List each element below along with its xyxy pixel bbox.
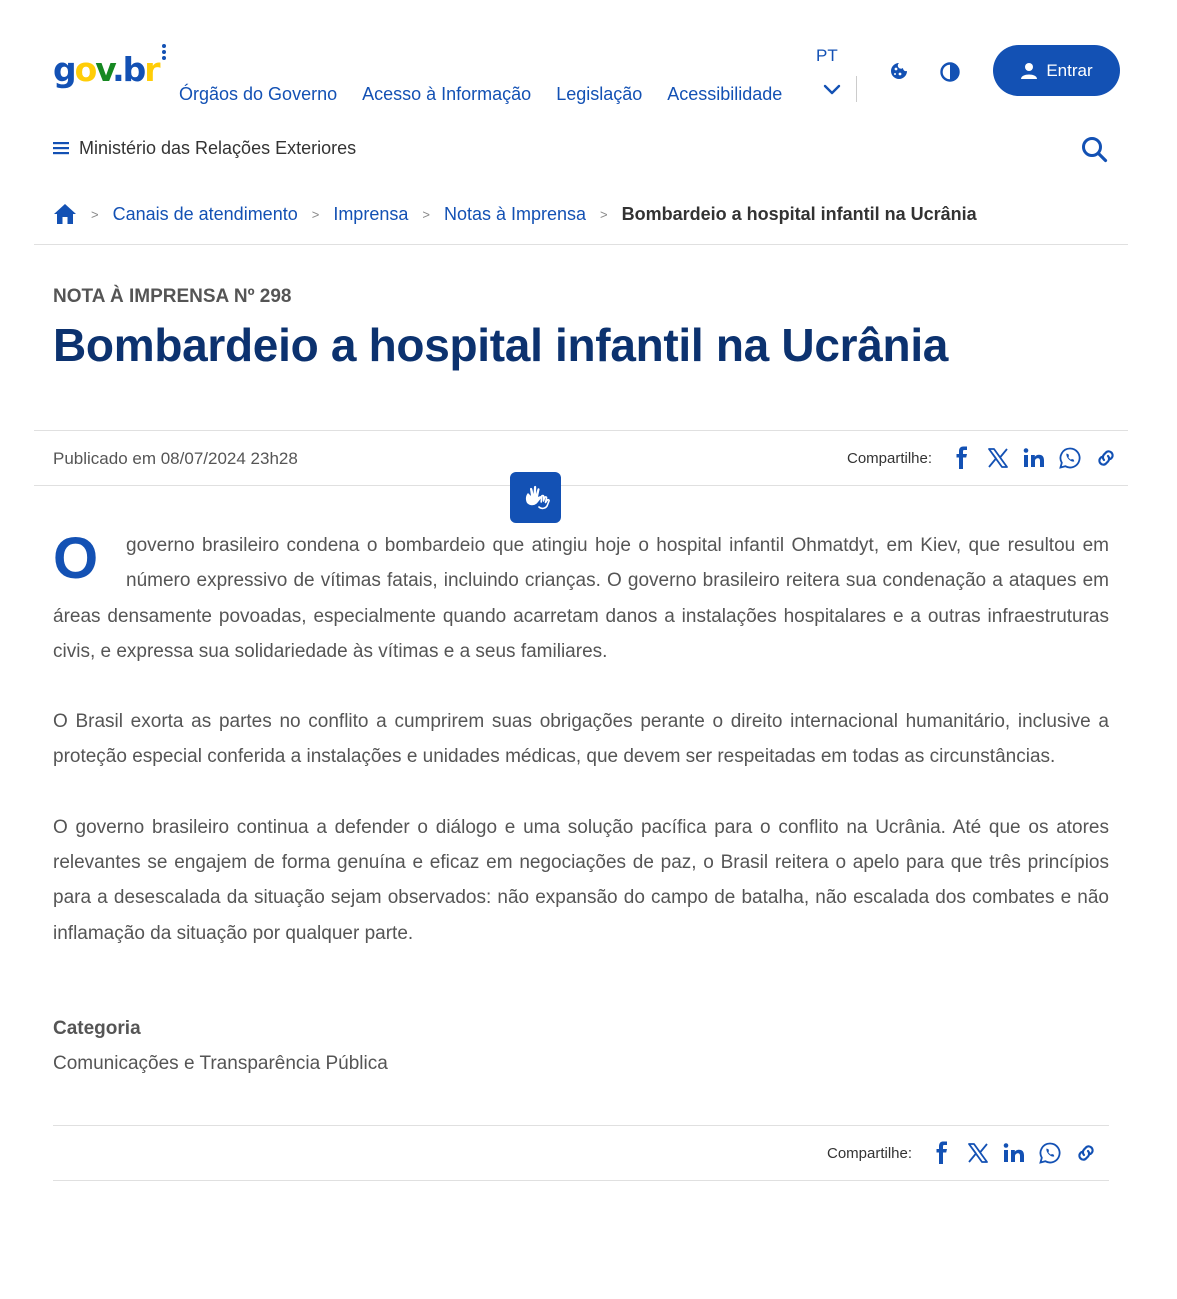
hamburger-menu-icon[interactable] [53,140,69,156]
article-paragraph [53,528,1109,669]
language-label[interactable]: PT [816,46,838,65]
published-date: Publicado em 08/07/2024 23h28 [53,449,298,468]
whatsapp-icon[interactable] [1038,1141,1062,1165]
nav-link-acessibilidade[interactable]: Acessibilidade [667,84,783,104]
article-paragraph: O Brasil exorta as partes no conflito a cumprirem suas obrigações perante o direito internacional humanitário, inclusive a proteção especial conferida a instalações e unidades médicas, que devem ser respeitadas em todas as circunstâncias. [53,711,1109,768]
home-icon[interactable] [53,203,77,225]
breadcrumb-separator: > [600,206,608,222]
ministry-title[interactable]: Ministério das Relações Exteriores [79,138,357,158]
linkedin-icon[interactable] [1002,1141,1026,1165]
breadcrumb-separator: > [311,206,320,222]
more-options-icon[interactable] [160,44,168,64]
user-icon [1020,62,1038,80]
divider [34,244,1128,245]
nav-link-legislacao[interactable]: Legislação [556,84,643,104]
page-title: Bombardeio a hospital infantil na Ucrânia [53,319,949,371]
breadcrumb-separator: > [422,206,430,222]
search-icon[interactable] [1080,135,1108,163]
share-label: Compartilhe: [827,1144,913,1162]
divider [34,485,1128,486]
category-value[interactable]: Comunicações e Transparência Pública [53,1053,388,1074]
divider [856,76,857,102]
breadcrumb-separator: > [91,206,99,222]
hands-sign-language-icon [519,481,553,515]
login-button[interactable] [993,45,1120,96]
divider [34,430,1128,431]
breadcrumb [53,203,977,225]
nav-link-acesso-informacao[interactable]: Acesso à Informação [362,84,532,104]
whatsapp-icon[interactable] [1058,446,1082,470]
cookie-icon[interactable] [889,61,909,81]
divider [53,1125,1109,1126]
divider [53,1180,1109,1181]
category-label: Categoria [53,1018,141,1039]
nav-link-orgaos[interactable]: Órgãos do Governo [179,84,338,104]
facebook-icon[interactable] [930,1141,954,1165]
x-twitter-icon[interactable] [986,446,1010,470]
top-nav [179,82,782,106]
copy-link-icon[interactable] [1094,446,1118,470]
paragraph-text: governo brasileiro condena o bombardeio que atingiu hoje o hospital infantil Ohmatdyt, em Kiev, que resultou em número expressivo de vítimas fatais, incluindo crianças. O governo brasileiro reitera sua condenação a ataques em áreas densamente povoadas, especialmente quando acarretam danos a instalações hospitalares e a outras infraestruturas civis, e expressa sua solidariedade às vítimas e a seus familiares. [53,535,1109,662]
share-bar-bottom [827,1141,1098,1165]
vlibras-accessibility-button[interactable] [510,472,561,523]
share-label: Compartilhe: [847,449,933,467]
dropcap: O [53,526,99,591]
x-twitter-icon[interactable] [966,1141,990,1165]
share-bar-top [847,446,1118,470]
chevron-down-icon[interactable] [822,82,842,98]
govbr-logo[interactable]: gov.br [53,50,159,89]
copy-link-icon[interactable] [1074,1141,1098,1165]
facebook-icon[interactable] [950,446,974,470]
contrast-icon[interactable] [939,61,961,83]
article-kicker: NOTA À IMPRENSA Nº 298 [53,286,292,307]
breadcrumb-link-imprensa[interactable]: Imprensa [333,203,409,224]
article-paragraph: O governo brasileiro continua a defender o diálogo e uma solução pacífica para o conflito na Ucrânia. Até que os atores relevantes se engajem de forma genuína e eficaz em negociações de paz, o Brasil reitera o apelo para que três princípios para a desescalada da situação sejam observados: não expansão do campo de batalha, não escalada dos combates e não inflamação da situação por qualquer parte. [53,816,1109,944]
breadcrumb-link-canais[interactable]: Canais de atendimento [112,203,298,224]
breadcrumb-current: Bombardeio a hospital infantil na Ucrânia [621,203,977,224]
breadcrumb-link-notas[interactable]: Notas à Imprensa [443,203,587,224]
login-label: Entrar [1046,60,1093,80]
linkedin-icon[interactable] [1022,446,1046,470]
article-body [53,528,1109,986]
